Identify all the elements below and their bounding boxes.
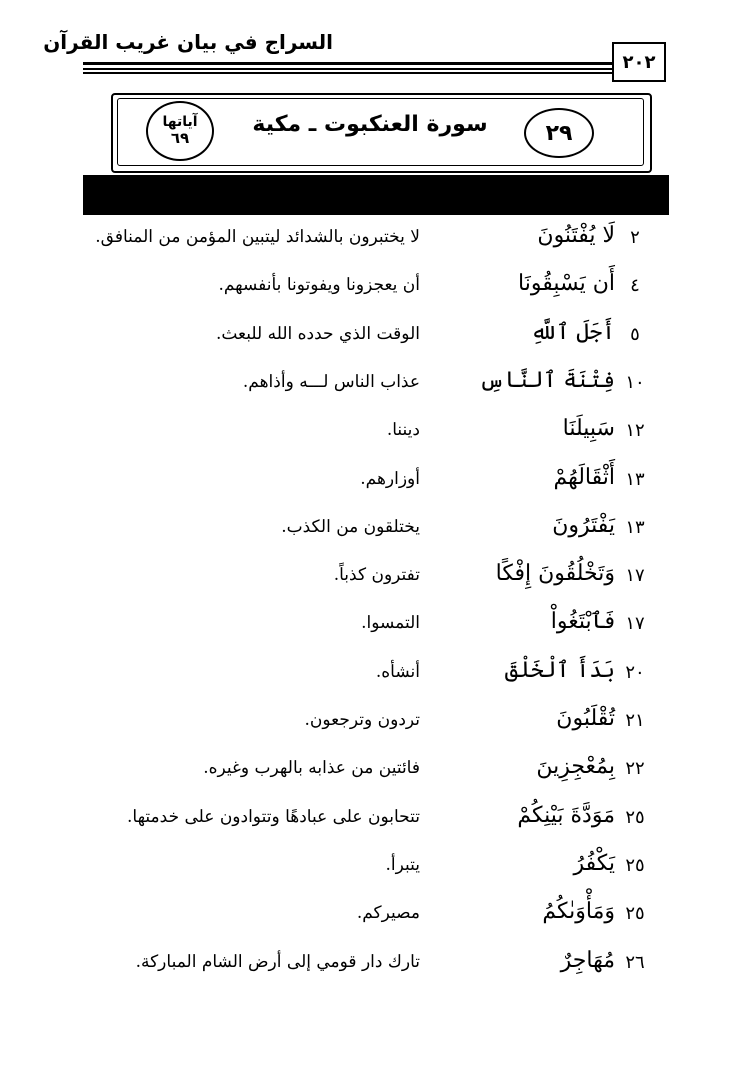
header-rule-thick — [83, 62, 612, 65]
quran-word: وَتَخْلُقُونَ إِفْكًا — [495, 561, 615, 587]
word-meaning: تفترون كذباً. — [333, 565, 420, 586]
ayat-label: آياتها — [162, 114, 198, 131]
entry-row — [0, 748, 755, 796]
word-meaning: يختلقون من الكذب. — [281, 516, 420, 537]
entry-row — [0, 217, 755, 265]
verse-number: ٤ — [630, 275, 640, 297]
word-meaning: تردون وترجعون. — [304, 710, 420, 730]
verse-number: ٢٦ — [625, 951, 645, 973]
quran-word: أَن يَسْبِقُونَا — [518, 271, 615, 297]
page-number: ٢٠٢ — [612, 42, 666, 82]
entry-row — [0, 797, 755, 845]
entry-row — [0, 555, 755, 603]
entry-row — [0, 410, 755, 458]
entry-row — [0, 459, 755, 507]
running-title: السراج في بيان غريب القرآن — [43, 30, 333, 54]
verse-number: ١٧ — [625, 613, 645, 635]
verse-number: ٢١ — [625, 710, 645, 731]
ayat-count-oval — [146, 101, 214, 161]
verse-number: ٥ — [630, 323, 640, 345]
entry-row — [0, 942, 755, 990]
quran-word: يَفْتَرُونَ — [552, 512, 615, 538]
word-meaning: أنشأه. — [375, 661, 420, 682]
quran-word: مَوَدَّةَ بَيْنِكُمْ — [517, 802, 615, 828]
surah-number: ٢٩ — [524, 108, 594, 158]
header-rule-thin — [83, 68, 612, 70]
verse-number: ٢٥ — [625, 806, 645, 828]
word-meaning: ديننا. — [386, 420, 420, 441]
entry-row — [0, 507, 755, 555]
verse-number: ٢٠ — [625, 661, 645, 683]
header-rule-thin-2 — [83, 72, 612, 74]
entry-row — [0, 700, 755, 748]
quran-word: فَٱبْتَغُواْ — [550, 609, 615, 635]
surah-title: سورة العنكبوت ـ مكية — [252, 112, 488, 137]
word-meaning: أوزارهم. — [360, 468, 420, 489]
quran-word: يَكْفُرُ — [573, 850, 615, 876]
quran-word: أَجَلَ ٱللَّهِ — [530, 319, 615, 345]
verse-number: ١٣ — [625, 516, 645, 538]
quran-word: وَمَأْوَىٰكُمُ — [542, 899, 615, 925]
word-meaning: فائتين من عذابه بالهرب وغيره. — [203, 758, 420, 779]
verse-number: ٢٥ — [625, 854, 645, 876]
quran-word: تُقْلَبُونَ — [556, 706, 615, 731]
quran-word: مُهَاجِرٌ — [560, 947, 615, 973]
entry-row — [0, 265, 755, 313]
word-meaning: يتبرأ. — [385, 854, 420, 875]
entry-row — [0, 893, 755, 941]
quran-word: فِتْنَةَ ٱلنَّاسِ — [479, 367, 615, 393]
word-meaning: التمسوا. — [361, 613, 420, 634]
verse-number: ١٧ — [625, 565, 645, 587]
entry-row — [0, 314, 755, 362]
quran-word: بِمُعْجِزِينَ — [536, 754, 615, 780]
word-meaning: تتحابون على عبادهًا وتتوادون على خدمتها. — [126, 806, 420, 827]
quran-word: بَدَأَ ٱلْخَلْقَ — [504, 657, 615, 683]
word-meaning: عذاب الناس لـــه وأذاهم. — [242, 371, 420, 392]
word-meaning: الوقت الذي حدده الله للبعث. — [215, 323, 420, 344]
quran-word: أَثْقَالَهُمْ — [553, 464, 615, 490]
word-meaning: أن يعجزونا ويفوتونا بأنفسهم. — [218, 275, 420, 296]
quran-word: سَبِيلَنَا — [562, 416, 615, 442]
quran-word: لَا يُفْتَنُونَ — [537, 223, 615, 248]
ayat-count: ٦٩ — [170, 129, 190, 148]
word-meaning: تارك دار قومي إلى أرض الشام المباركة. — [135, 951, 420, 972]
verse-number: ٢٥ — [625, 903, 645, 925]
entry-row — [0, 845, 755, 893]
verse-number: ٢ — [630, 227, 640, 248]
black-band — [83, 175, 669, 215]
entry-row — [0, 362, 755, 410]
verse-number: ١٣ — [625, 468, 645, 490]
entry-row — [0, 603, 755, 651]
entry-row — [0, 652, 755, 700]
verse-number: ٢٢ — [625, 758, 645, 780]
word-meaning: لا يختبرون بالشدائد ليتبين المؤمن من المنافق. — [95, 227, 420, 247]
verse-number: ١٠ — [625, 371, 645, 393]
word-meaning: مصيركم. — [356, 903, 420, 924]
verse-number: ١٢ — [625, 420, 645, 442]
